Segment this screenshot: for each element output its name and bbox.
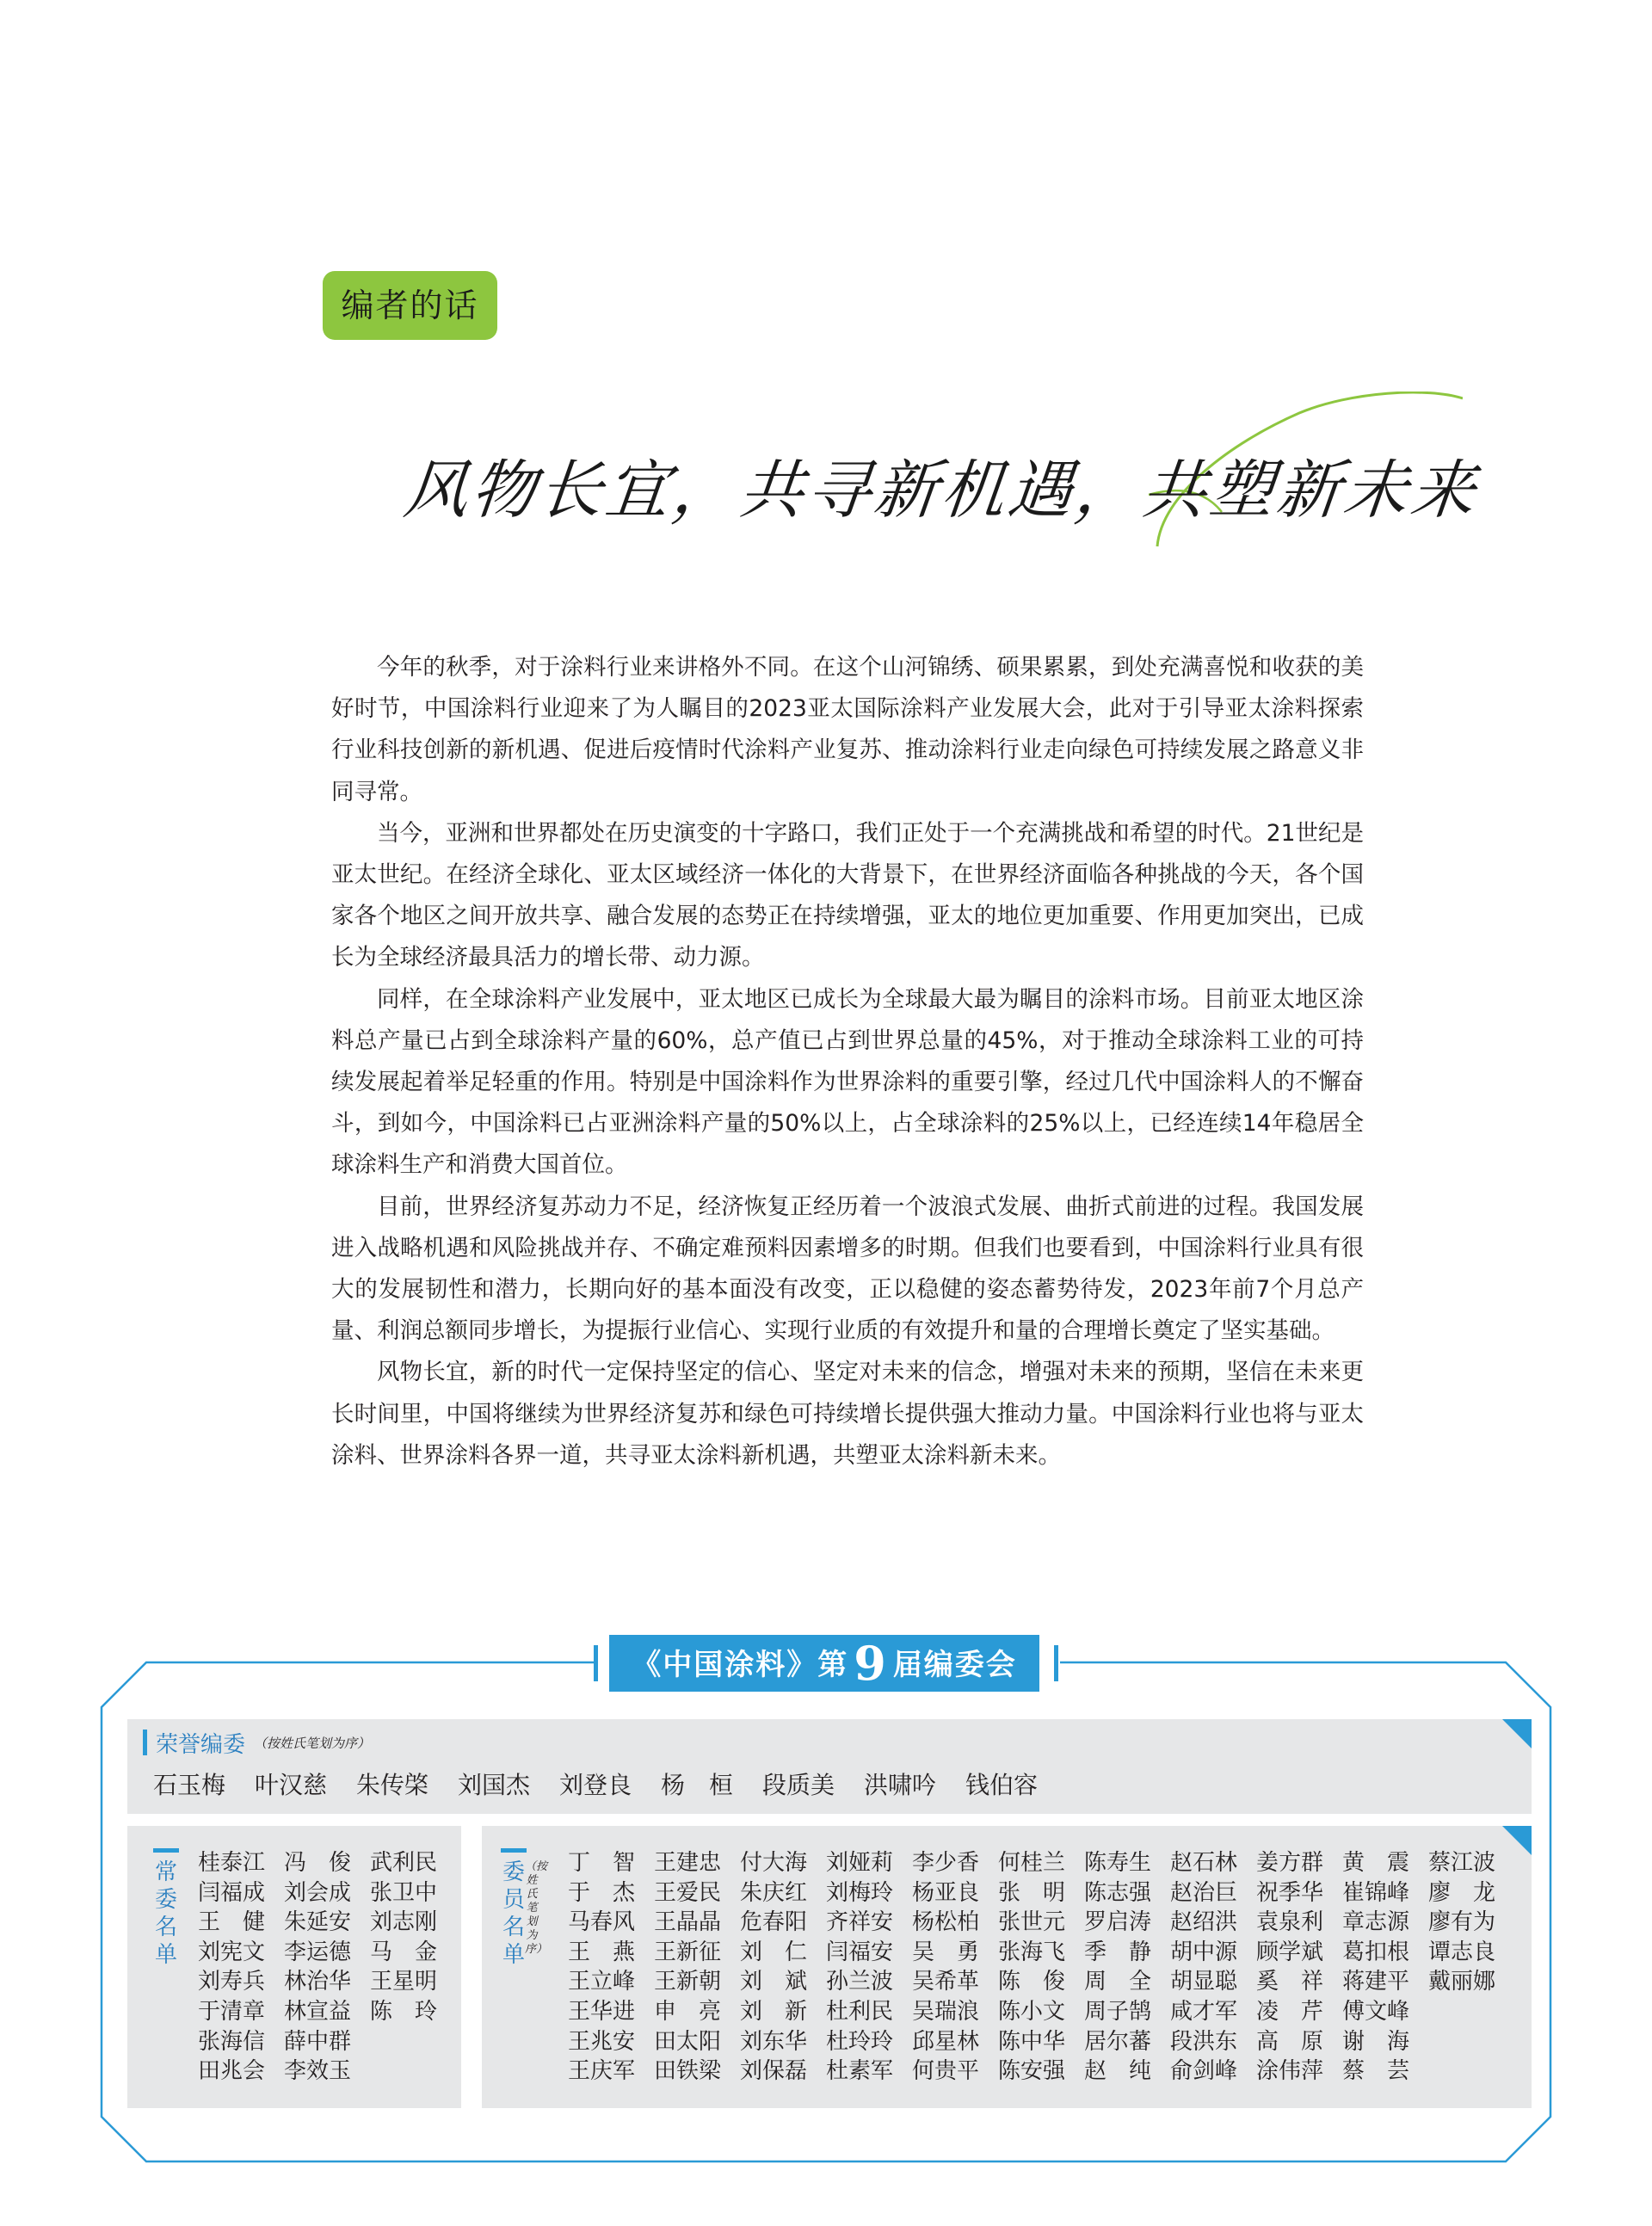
committee-member: 王建忠 xyxy=(654,1850,722,1876)
honorary-member: 段质美 xyxy=(762,1771,835,1799)
committee-member: 吴瑞浪 xyxy=(912,1998,980,2025)
committee-member: 周 全 xyxy=(1084,1969,1152,1995)
committee-member: 高 原 xyxy=(1256,2028,1324,2055)
committee-member: 何桂兰 xyxy=(998,1850,1066,1876)
committee-member: 田太阳 xyxy=(654,2028,722,2055)
headline: 风物长宜，共寻新机遇，共塑新未来 xyxy=(400,453,1482,527)
committee-member: 涂伟萍 xyxy=(1256,2058,1324,2085)
members-note: （按姓氏笔划为序） xyxy=(525,1860,548,1956)
honorary-member: 石玉梅 xyxy=(153,1771,226,1799)
committee-member: 崔锦峰 xyxy=(1342,1879,1410,1906)
section-badge: 编者的话 xyxy=(323,271,497,340)
committee-member: 戴丽娜 xyxy=(1428,1969,1496,1995)
paragraph: 今年的秋季，对于涂料行业来讲格外不同。在这个山河锦绣、硕果累累，到处充满喜悦和收获的美好时节，中国涂料行业迎来了为人瞩目的2023亚太国际涂料产业发展大会，此对于引导亚太涂料探索行业科技创新的新机遇、促进后疫情时代涂料产业复苏、推动涂料行业走向绿色可持续发展之路意义非同寻常。 xyxy=(331,654,1364,805)
committee-member: 祝季华 xyxy=(1256,1879,1324,1906)
standing-member xyxy=(370,2027,456,2057)
committee-member: 陈寿生 xyxy=(1084,1850,1152,1876)
committee-member: 章志源 xyxy=(1342,1909,1410,1936)
paragraph: 同样，在全球涂料产业发展中，亚太地区已成长为全球最大最为瞩目的涂料市场。目前亚太地区涂料总产量已占到全球涂料产量的60%，总产值已占到世界总量的45%，对于推动全球涂料工业的可持续发展起着举足轻重的作用。特别是中国涂料作为世界涂料的重要引擎，经过几代中国涂料人的不懈奋斗，到如今，中国涂料已占亚洲涂料产量的50%以上，占全球涂料的25%以上，已经连续14年稳居全球涂料生产和消费大国首位。 xyxy=(331,985,1364,1179)
committee-member: 段洪东 xyxy=(1170,2028,1238,2055)
committee-member: 赵石林 xyxy=(1170,1850,1238,1876)
standing-member: 张海信 xyxy=(198,2028,266,2055)
committee-member: 陈小文 xyxy=(998,1998,1066,2025)
committee-member: 杜玲玲 xyxy=(826,2028,894,2055)
committee-member: 谢 海 xyxy=(1342,2028,1410,2055)
standing-member: 田兆会 xyxy=(198,2058,266,2085)
committee-member: 周子鹄 xyxy=(1084,1998,1152,2025)
committee-member: 陈志强 xyxy=(1084,1879,1152,1906)
committee-member: 陈安强 xyxy=(998,2058,1066,2085)
committee-member: 于 杰 xyxy=(568,1879,636,1906)
committee-member: 王爱民 xyxy=(654,1879,722,1906)
editorial-body xyxy=(331,647,1364,1477)
committee-member: 季 静 xyxy=(1084,1939,1152,1965)
committee-member: 王立峰 xyxy=(568,1969,636,1995)
standing-member xyxy=(370,2056,456,2087)
committee-member: 姜方群 xyxy=(1256,1850,1324,1876)
standing-member: 陈 玲 xyxy=(370,1998,438,2025)
committee-member: 蔡江波 xyxy=(1428,1850,1496,1876)
standing-member: 张卫中 xyxy=(370,1879,438,1906)
honorary-member: 刘登良 xyxy=(559,1771,632,1799)
standing-member: 王 健 xyxy=(198,1909,266,1936)
committee-member: 丁 智 xyxy=(568,1850,636,1876)
standing-member: 李效玉 xyxy=(284,2058,352,2085)
committee-member: 杨松柏 xyxy=(912,1909,980,1936)
standing-member: 李运德 xyxy=(284,1939,352,1965)
honorary-member: 刘国杰 xyxy=(458,1771,531,1799)
standing-member: 薛中群 xyxy=(284,2028,352,2055)
standing-member: 马 金 xyxy=(370,1939,438,1965)
committee-member: 刘保磊 xyxy=(740,2058,808,2085)
title-bar-right xyxy=(1054,1645,1058,1681)
committee-member: 刘 新 xyxy=(740,1998,808,2025)
committee-member: 顾学斌 xyxy=(1256,1939,1324,1965)
committee-member: 葛扣根 xyxy=(1342,1939,1410,1965)
committee-member: 居尔蕃 xyxy=(1084,2028,1152,2055)
committee-member: 袁泉利 xyxy=(1256,1909,1324,1936)
committee-member: 王晶晶 xyxy=(654,1909,722,1936)
committee-member: 陈中华 xyxy=(998,2028,1066,2055)
standing-member: 王星明 xyxy=(370,1969,438,1995)
committee-member xyxy=(1428,2027,1514,2057)
standing-member: 冯 俊 xyxy=(284,1850,352,1876)
honorary-label: 荣誉编委 xyxy=(156,1731,246,1758)
paragraph: 风物长宜，新的时代一定保持坚定的信心、坚定对未来的信念，增强对未来的预期，坚信在未来更长时间里，中国将继续为世界经济复苏和绿色可持续增长提供强大推动力量。中国涂料行业也将与亚太涂料、世界涂料各界一道，共寻亚太涂料新机遇，共塑亚太涂料新未来。 xyxy=(331,1359,1364,1469)
committee-member: 黄 震 xyxy=(1342,1850,1410,1876)
committee-member: 廖有为 xyxy=(1428,1909,1496,1936)
standing-member: 桂泰江 xyxy=(198,1850,266,1876)
paragraph: 目前，世界经济复苏动力不足，经济恢复正经历着一个波浪式发展、曲折式前进的过程。我国发展进入战略机遇和风险挑战并存、不确定难预料因素增多的时期。但我们也要看到，中国涂料行业具有很大的发展韧性和潜力，长期向好的基本面没有改变，正以稳健的姿态蓄势待发，2023年前7个月总产量、利润总额同步增长，为提振行业信心、实现行业质的有效提升和量的合理增长奠定了坚实基础。 xyxy=(331,1193,1364,1345)
honorary-member: 朱传棨 xyxy=(356,1771,429,1799)
committee-member: 廖 龙 xyxy=(1428,1879,1496,1906)
committee-member: 蒋建平 xyxy=(1342,1969,1410,1995)
committee-member: 危春阳 xyxy=(740,1909,808,1936)
honorary-note: （按姓氏笔划为序） xyxy=(254,1735,371,1751)
committee-member: 杜素军 xyxy=(826,2058,894,2085)
standing-list xyxy=(198,1848,456,2087)
standing-member: 林治华 xyxy=(284,1969,352,1995)
committee-member: 刘 斌 xyxy=(740,1969,808,1995)
committee-member: 王 燕 xyxy=(568,1939,636,1965)
committee-member: 赵治巨 xyxy=(1170,1879,1238,1906)
standing-label: 常委名单 xyxy=(154,1859,177,1968)
committee-member: 刘娅莉 xyxy=(826,1850,894,1876)
committee-member: 王兆安 xyxy=(568,2028,636,2055)
standing-member: 林宣益 xyxy=(284,1998,352,2025)
honorary-member: 叶汉慈 xyxy=(255,1771,328,1799)
honorary-member: 杨 桓 xyxy=(661,1771,734,1799)
committee-member: 胡中源 xyxy=(1170,1939,1238,1965)
committee-member: 刘东华 xyxy=(740,2028,808,2055)
committee-member: 齐祥安 xyxy=(826,1909,894,1936)
standing-panel xyxy=(127,1826,461,2108)
committee-member: 谭志良 xyxy=(1428,1939,1496,1965)
committee-member: 邱星林 xyxy=(912,2028,980,2055)
committee-member: 田铁梁 xyxy=(654,2058,722,2085)
committee-member: 凌 芹 xyxy=(1256,1998,1324,2025)
committee-member: 张世元 xyxy=(998,1909,1066,1936)
honorary-list xyxy=(153,1767,1067,1801)
committee-member: 李少香 xyxy=(912,1850,980,1876)
committee-member: 赵 纯 xyxy=(1084,2058,1152,2085)
committee-member: 孙兰波 xyxy=(826,1969,894,1995)
committee-member: 罗启涛 xyxy=(1084,1909,1152,1936)
committee-member: 吴希革 xyxy=(912,1969,980,1995)
committee-member: 马春风 xyxy=(568,1909,636,1936)
members-label: 委员名单 xyxy=(502,1859,525,1968)
committee-title: 《中国涂料》第 9 届编委会 xyxy=(609,1635,1039,1692)
honorary-panel xyxy=(127,1719,1532,1814)
committee-member: 杜利民 xyxy=(826,1998,894,2025)
members-panel xyxy=(482,1826,1532,2108)
committee-member: 申 亮 xyxy=(654,1998,722,2025)
standing-member: 武利民 xyxy=(370,1850,438,1876)
committee-member xyxy=(1428,2056,1514,2087)
committee-member: 王庆军 xyxy=(568,2058,636,2085)
standing-member: 刘志刚 xyxy=(370,1909,438,1936)
committee-member: 何贵平 xyxy=(912,2058,980,2085)
standing-member: 刘寿兵 xyxy=(198,1969,266,1995)
committee-member: 蔡 芸 xyxy=(1342,2058,1410,2085)
committee-member: 赵绍洪 xyxy=(1170,1909,1238,1936)
committee-member: 王新朝 xyxy=(654,1969,722,1995)
standing-member: 刘宪文 xyxy=(198,1939,266,1965)
committee-member: 吴 勇 xyxy=(912,1939,980,1965)
committee-member xyxy=(1428,1997,1514,2027)
committee-member: 刘 仁 xyxy=(740,1939,808,1965)
committee-member: 奚 祥 xyxy=(1256,1969,1324,1995)
committee-member: 张 明 xyxy=(998,1879,1066,1906)
committee-member: 王新征 xyxy=(654,1939,722,1965)
committee-member: 咸才军 xyxy=(1170,1998,1238,2025)
committee-member: 付大海 xyxy=(740,1850,808,1876)
title-bar-left xyxy=(594,1645,598,1681)
standing-member: 于清章 xyxy=(198,1998,266,2025)
committee-member: 闫福安 xyxy=(826,1939,894,1965)
committee-member: 胡显聪 xyxy=(1170,1969,1238,1995)
committee-member: 俞剑峰 xyxy=(1170,2058,1238,2085)
honorary-member: 钱伯容 xyxy=(965,1771,1039,1799)
standing-member: 刘会成 xyxy=(284,1879,352,1906)
committee-member: 王华进 xyxy=(568,1998,636,2025)
committee-member: 刘梅玲 xyxy=(826,1879,894,1906)
members-list xyxy=(568,1848,1514,2087)
standing-member: 朱延安 xyxy=(284,1909,352,1936)
honorary-member: 洪啸吟 xyxy=(864,1771,937,1799)
committee-member: 陈 俊 xyxy=(998,1969,1066,1995)
committee-member: 朱庆红 xyxy=(740,1879,808,1906)
committee-member: 张海飞 xyxy=(998,1939,1066,1965)
standing-member: 闫福成 xyxy=(198,1879,266,1906)
committee-member: 杨亚良 xyxy=(912,1879,980,1906)
paragraph: 当今，亚洲和世界都处在历史演变的十字路口，我们正处于一个充满挑战和希望的时代。21世纪是亚太世纪。在经济全球化、亚太区域经济一体化的大背景下，在世界经济面临各种挑战的今天，各个国家各个地区之间开放共享、融合发展的态势正在持续增强，亚太的地位更加重要、作用更加突出，已成长为全球经济最具活力的增长带、动力源。 xyxy=(331,819,1364,971)
committee-member: 傅文峰 xyxy=(1342,1998,1410,2025)
